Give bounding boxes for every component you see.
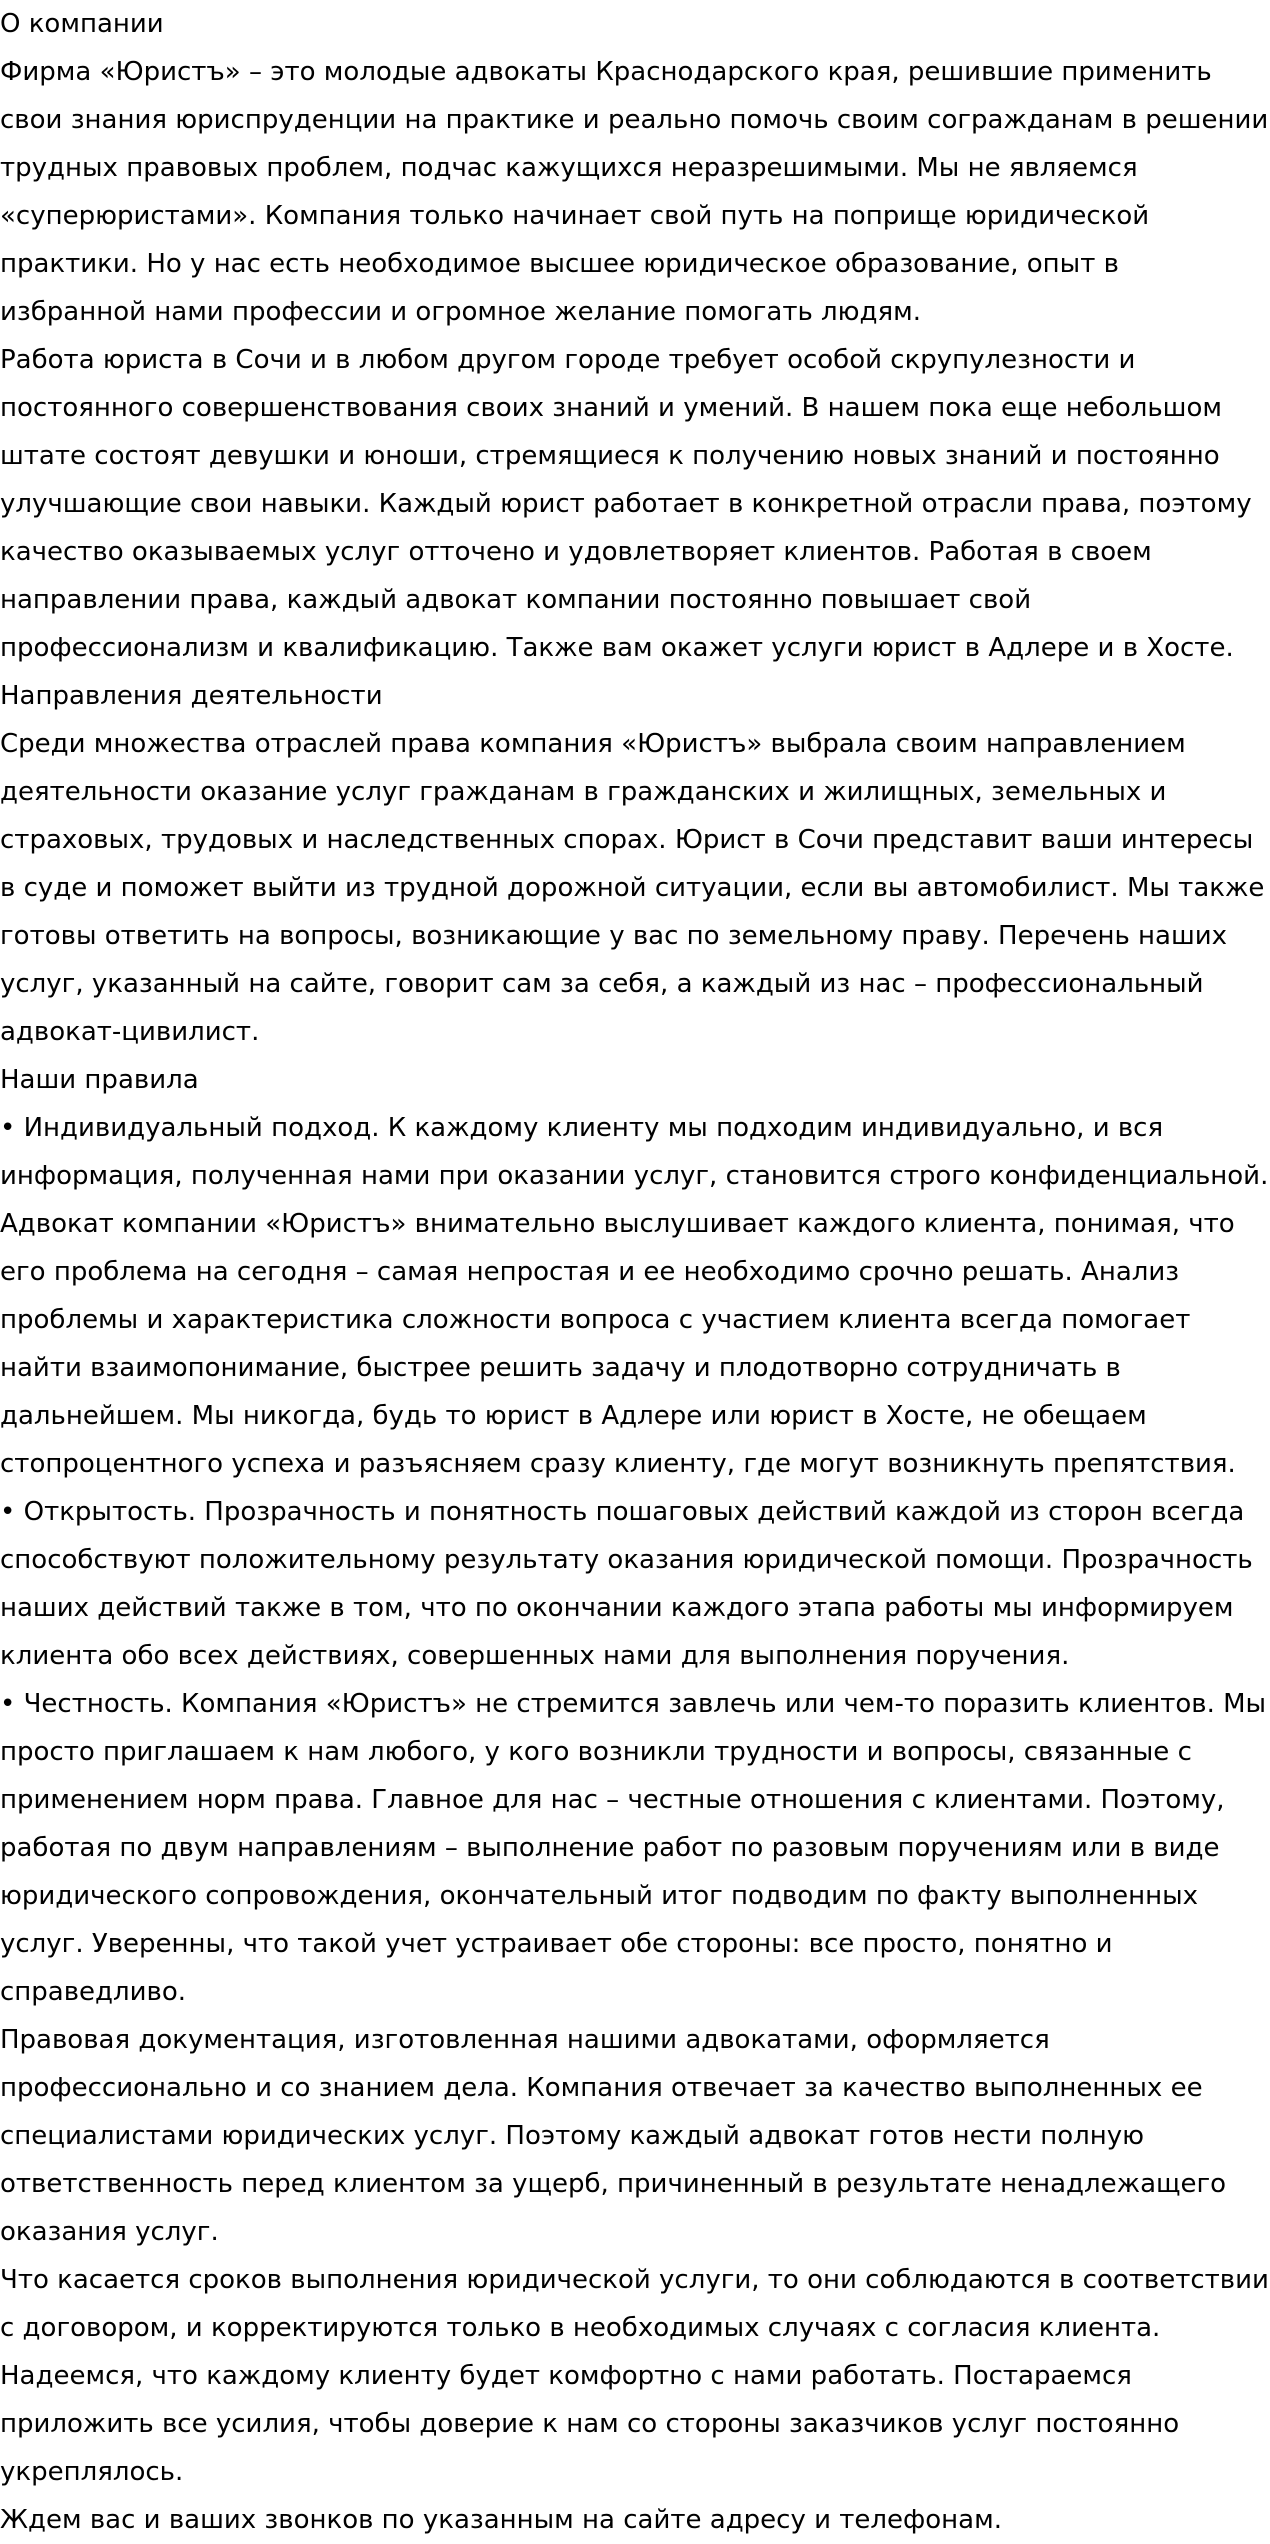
closing-paragraph-4: Ждем вас и ваших звонков по указанным на сайте адресу и телефонам. — [0, 2505, 1002, 2535]
about-paragraph-1: Фирма «Юристъ» – это молодые адвокаты Краснодарского края, решившие применить свои знания юриспруденции на практике и реально помочь своим согражданам в решении трудных правовых проблем, подчас кажущихся неразрешимыми. Мы не являемся «суперюристами». Компания только начинает свой путь на поприще юридической практики. Но у нас есть необходимое высшее юридическое образование, опыт в избранной нами профессии и огромное желание помогать людям. — [0, 57, 1269, 327]
rule-honesty: • Честность. Компания «Юристъ» не стремится завлечь или чем-то поразить клиентов. Мы просто приглашаем к нам любого, у кого возникли трудности и вопросы, связанные с применением норм права. Главное для нас – честные отношения с клиентами. Поэтому, работая по двум направлениям – выполнение работ по разовым поручениям или в виде юридического сопровождения, окончательный итог подводим по факту выполненных услуг. Уверенны, что такой учет устраивает обе стороны: все просто, понятно и справедливо. — [0, 1689, 1267, 2007]
about-paragraph-2: Работа юриста в Сочи и в любом другом городе требует особой скрупулезности и постоянного совершенствования своих знаний и умений. В нашем пока еще небольшом штате состоят девушки и юноши, стремящиеся к получению новых знаний и постоянно улучшающие свои навыки. Каждый юрист работает в конкретной отрасли права, поэтому качество оказываемых услуг отточено и удовлетворяет клиентов. Работая в своем направлении права, каждый адвокат компании постоянно повышает свой профессионализм и квалификацию. Также вам окажет услуги юрист в Адлере и в Хосте. — [0, 345, 1252, 663]
heading-about: О компании — [0, 9, 164, 39]
heading-rules: Наши правила — [0, 1065, 199, 1095]
heading-directions: Направления деятельности — [0, 681, 383, 711]
closing-paragraph-2: Что касается сроков выполнения юридической услуги, то они соблюдаются в соответствии с договором, и корректируются только в необходимых случаях с согласия клиента. — [0, 2265, 1269, 2343]
closing-paragraph-1: Правовая документация, изготовленная нашими адвокатами, оформляется профессионально и со знанием дела. Компания отвечает за качество выполненных ее специалистами юридических услуг. Поэтому каждый адвокат готов нести полную ответственность перед клиентом за ущерб, причиненный в результате ненадлежащего оказания услуг. — [0, 2025, 1227, 2247]
rule-individual-approach: • Индивидуальный подход. К каждому клиенту мы подходим индивидуально, и вся информация, полученная нами при оказании услуг, становится строго конфиденциальной. Адвокат компании «Юристъ» внимательно выслушивает каждого клиента, понимая, что его проблема на сегодня – самая непростая и ее необходимо срочно решать. Анализ проблемы и характеристика сложности вопроса с участием клиента всегда помогает найти взаимопонимание, быстрее решить задачу и плодотворно сотрудничать в дальнейшем. Мы никогда, будь то юрист в Адлере или юрист в Хосте, не обещаем стопроцентного успеха и разъясняем сразу клиенту, где могут возникнуть препятствия. — [0, 1113, 1269, 1479]
directions-paragraph: Среди множества отраслей права компания «Юристъ» выбрала своим направлением деятельности оказание услуг гражданам в гражданских и жилищных, земельных и страховых, трудовых и наследственных спорах. Юрист в Сочи представит ваши интересы в суде и поможет выйти из трудной дорожной ситуации, если вы автомобилист. Мы также готовы ответить на вопросы, возникающие у вас по земельному праву. Перечень наших услуг, указанный на сайте, говорит сам за себя, а каждый из нас – профессиональный адвокат-цивилист. — [0, 729, 1265, 1047]
closing-paragraph-3: Надеемся, что каждому клиенту будет комфортно с нами работать. Постараемся приложить все усилия, чтобы доверие к нам со стороны заказчиков услуг постоянно укреплялось. — [0, 2361, 1180, 2487]
rule-openness: • Открытость. Прозрачность и понятность пошаговых действий каждой из сторон всегда способствуют положительному результату оказания юридической помощи. Прозрачность наших действий также в том, что по окончании каждого этапа работы мы информируем клиента обо всех действиях, совершенных нами для выполнения поручения. — [0, 1497, 1253, 1671]
